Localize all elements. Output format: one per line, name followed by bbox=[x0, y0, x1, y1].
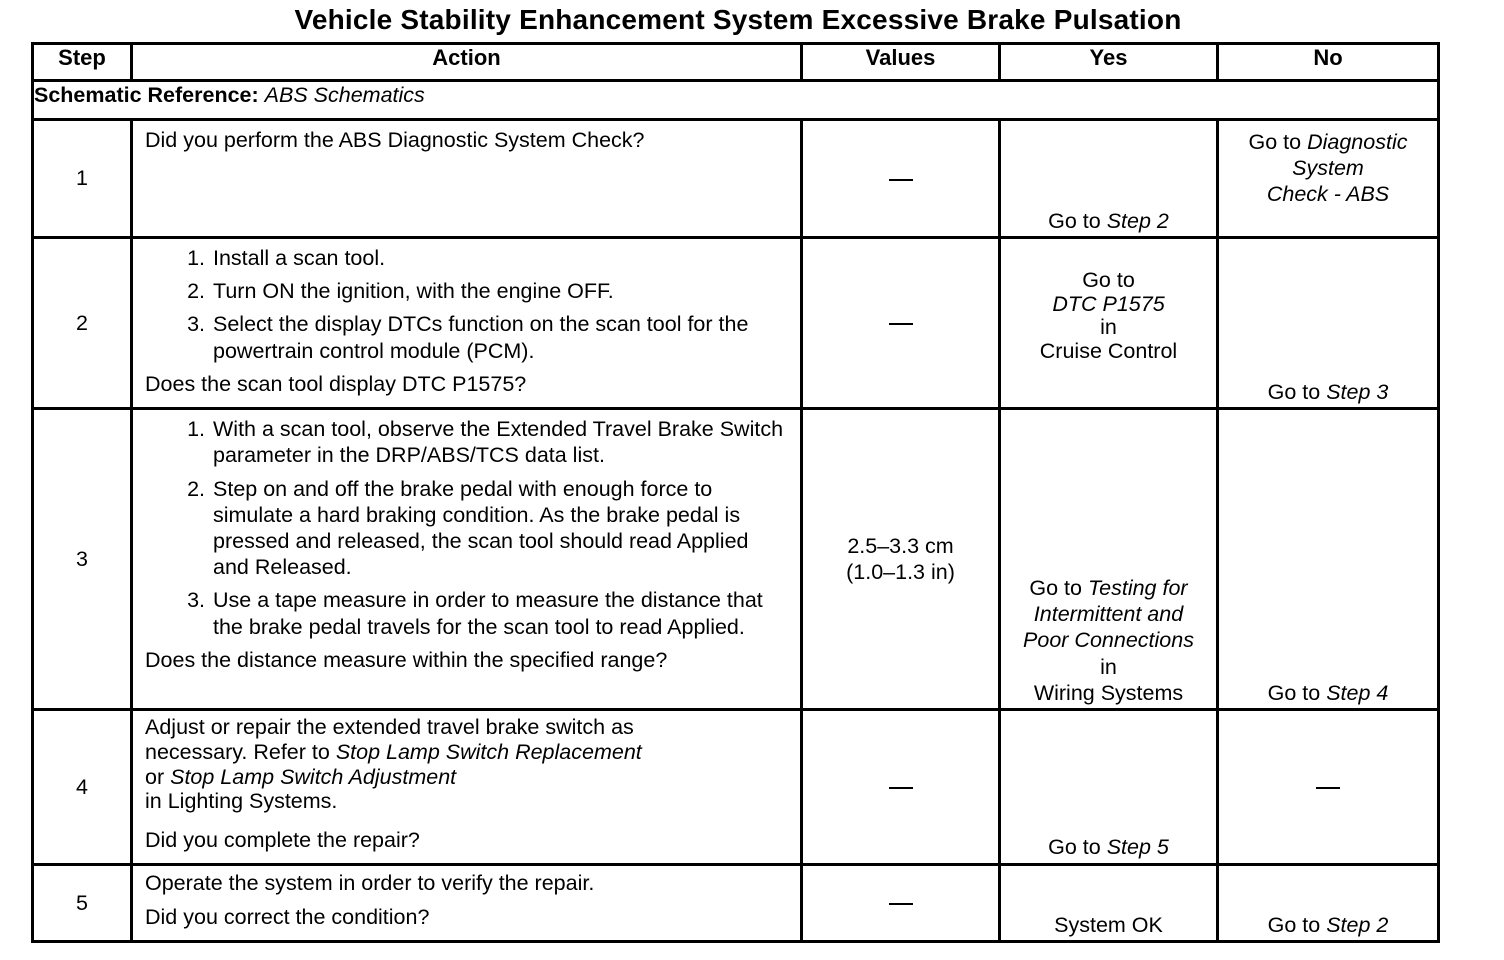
no-target-link[interactable]: Step 2 bbox=[1326, 912, 1389, 937]
question: Does the scan tool display DTC P1575? bbox=[145, 371, 527, 396]
schematic-reference bbox=[33, 81, 1439, 120]
step-list bbox=[145, 245, 790, 364]
header-row bbox=[33, 44, 1439, 81]
action-text: in Lighting Systems. bbox=[145, 789, 338, 814]
dash bbox=[889, 323, 913, 325]
step-number: 4 bbox=[33, 710, 132, 865]
schematic-row bbox=[33, 81, 1439, 120]
yes-cell bbox=[1000, 120, 1218, 238]
no-cell bbox=[1218, 409, 1439, 710]
action-cell bbox=[132, 864, 802, 941]
yes-target-link[interactable]: Step 5 bbox=[1106, 835, 1169, 860]
list-item: 3. Select the display DTCs function on the scan tool for the powertrain control module (PCM). bbox=[211, 311, 790, 363]
schematic-link[interactable]: ABS Schematics bbox=[264, 83, 425, 107]
action-cell bbox=[132, 120, 802, 238]
diagnostic-table bbox=[31, 42, 1440, 943]
yes-target-link[interactable]: Step 2 bbox=[1106, 208, 1169, 233]
dash bbox=[889, 903, 913, 905]
yes-in: in bbox=[1100, 654, 1117, 679]
no-goto: Go to bbox=[1267, 680, 1321, 705]
no-goto: Go to bbox=[1267, 379, 1321, 404]
yes-cell bbox=[1000, 864, 1218, 941]
list-item: 2. Step on and off the brake pedal with enough force to simulate a hard braking condition. As the brake pedal is pressed and released, the scan tool should read Applied and Released. bbox=[211, 476, 790, 581]
header-action: Action bbox=[132, 44, 802, 81]
yes-cell bbox=[1000, 238, 1218, 409]
action-cell bbox=[132, 710, 802, 865]
yes-where: Cruise Control bbox=[1039, 338, 1178, 363]
replacement-link[interactable]: Stop Lamp Switch Replacement bbox=[335, 739, 642, 764]
schematic-label: Schematic Reference: bbox=[34, 83, 259, 107]
value-range-cm: 2.5–3.3 cm bbox=[847, 533, 954, 558]
no-cell bbox=[1218, 710, 1439, 865]
adjustment-link[interactable]: Stop Lamp Switch Adjustment bbox=[170, 764, 457, 789]
table-row bbox=[33, 710, 1439, 865]
step-list bbox=[145, 416, 790, 640]
action-text: Operate the system in order to verify the repair. bbox=[145, 870, 595, 895]
header-yes: Yes bbox=[1000, 44, 1218, 81]
values-cell bbox=[802, 864, 1000, 941]
no-cell bbox=[1218, 238, 1439, 409]
dash bbox=[889, 787, 913, 789]
list-item: 1. With a scan tool, observe the Extended Travel Brake Switch parameter in the DRP/ABS/TCS data list. bbox=[211, 416, 790, 468]
question: Did you complete the repair? bbox=[145, 827, 420, 852]
yes-goto: Go to bbox=[1082, 268, 1135, 292]
yes-target-link[interactable]: DTC P1575 bbox=[1052, 291, 1165, 316]
list-item: 2. Turn ON the ignition, with the engine OFF. bbox=[211, 278, 790, 304]
values-cell bbox=[802, 409, 1000, 710]
step-number: 2 bbox=[33, 238, 132, 409]
action-text: necessary. Refer to bbox=[145, 739, 330, 764]
yes-cell bbox=[1000, 409, 1218, 710]
action-text: Adjust or repair the extended travel brake switch as bbox=[145, 715, 634, 740]
step-number: 3 bbox=[33, 409, 132, 710]
header-step: Step bbox=[33, 44, 132, 81]
dash bbox=[1316, 787, 1340, 789]
header-values: Values bbox=[802, 44, 1000, 81]
header-no: No bbox=[1218, 44, 1439, 81]
values-cell bbox=[802, 710, 1000, 865]
no-target-link[interactable]: Step 4 bbox=[1326, 680, 1389, 705]
page-title: Vehicle Stability Enhancement System Excessive Brake Pulsation bbox=[294, 4, 1182, 35]
no-goto: Go to bbox=[1267, 912, 1321, 937]
table-row bbox=[33, 864, 1439, 941]
values-cell bbox=[802, 120, 1000, 238]
question: Does the distance measure within the specified range? bbox=[145, 647, 668, 672]
no-target-link[interactable]: Step 3 bbox=[1326, 379, 1389, 404]
action-cell bbox=[132, 238, 802, 409]
yes-cell bbox=[1000, 710, 1218, 865]
yes-target-link[interactable]: Intermittent and bbox=[1033, 602, 1184, 627]
table-row bbox=[33, 238, 1439, 409]
table-row bbox=[33, 120, 1439, 238]
question: Did you perform the ABS Diagnostic System Check? bbox=[145, 128, 645, 152]
values-cell bbox=[802, 238, 1000, 409]
yes-goto: Go to bbox=[1048, 208, 1101, 233]
table-row bbox=[33, 409, 1439, 710]
value-range-in: (1.0–1.3 in) bbox=[846, 560, 955, 585]
no-target-link[interactable]: Check - ABS bbox=[1266, 182, 1390, 207]
no-target-link[interactable]: Diagnostic bbox=[1307, 130, 1408, 154]
no-goto: Go to bbox=[1248, 130, 1302, 154]
question: Did you correct the condition? bbox=[145, 904, 430, 929]
action-text: or bbox=[145, 764, 165, 789]
dash bbox=[889, 179, 913, 181]
yes-where: Wiring Systems bbox=[1033, 680, 1184, 705]
step-number: 5 bbox=[33, 864, 132, 941]
yes-goto: Go to bbox=[1029, 576, 1082, 600]
yes-target-link[interactable]: Poor Connections bbox=[1023, 628, 1194, 653]
yes-in: in bbox=[1100, 315, 1117, 340]
yes-goto: Go to bbox=[1048, 835, 1101, 860]
yes-result: System OK bbox=[1054, 912, 1163, 937]
no-target-link[interactable]: System bbox=[1292, 156, 1364, 181]
action-cell bbox=[132, 409, 802, 710]
no-cell bbox=[1218, 864, 1439, 941]
list-item: 3. Use a tape measure in order to measure the distance that the brake pedal travels for the scan tool to read Applied. bbox=[211, 587, 790, 639]
no-cell bbox=[1218, 120, 1439, 238]
yes-target-link[interactable]: Testing for bbox=[1087, 576, 1188, 600]
step-number: 1 bbox=[33, 120, 132, 238]
list-item: 1. Install a scan tool. bbox=[211, 245, 790, 271]
